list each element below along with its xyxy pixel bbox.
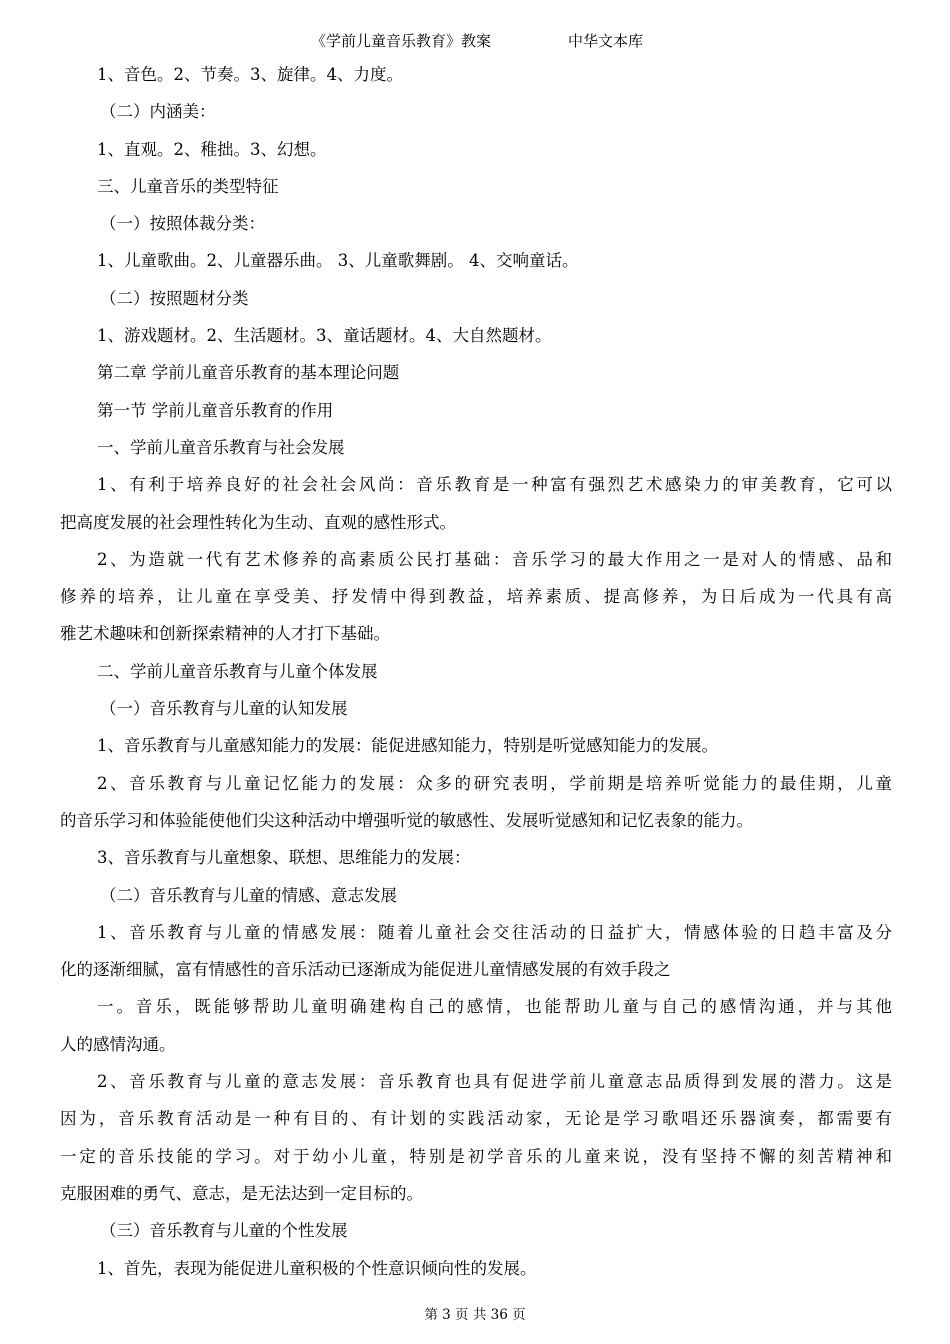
text-line: 2、音乐教育与儿童的意志发展：音乐教育也具有促进学前儿童意志品质得到发展的潜力。这是 (97, 1072, 892, 1092)
text-line: （一）音乐教育与儿童的认知发展 (100, 699, 348, 719)
text-line: 第一节 学前儿童音乐教育的作用 (97, 400, 334, 420)
document-body (60, 56, 892, 1287)
text-line: 第二章 学前儿童音乐教育的基本理论问题 (97, 363, 400, 383)
text-line: 1、首先，表现为能促进儿童积极的个性意识倾向性的发展。 (97, 1258, 537, 1278)
text-line: 的音乐学习和体验能使他们尖这种活动中增强听觉的敏感性、发展听觉感知和记忆表象的能力。 (60, 810, 753, 830)
text-line: 人的感情沟通。 (60, 1034, 176, 1054)
text-line: 1、音色。2、节奏。3、旋律。4、力度。 (97, 65, 403, 84)
page-number: 第 3 页 共 36 页 (424, 1307, 526, 1323)
text-line: 三、儿童音乐的类型特征 (97, 176, 279, 196)
text-line: 1、游戏题材。2、生活题材。3、童话题材。4、大自然题材。 (97, 326, 552, 346)
text-line: 二、学前儿童音乐教育与儿童个体发展 (97, 661, 378, 681)
text-line: 修养的培养，让儿童在享受美、抒发情中得到教益，培养素质、提高修养，为日后成为一代具有高 (60, 587, 892, 607)
page-header (0, 30, 950, 52)
text-line: 一、学前儿童音乐教育与社会发展 (97, 437, 345, 457)
text-line: （二）内涵美： (100, 102, 216, 122)
text-line: 1、直观。2、稚拙。3、幻想。 (97, 139, 327, 159)
text-line: （三）音乐教育与儿童的个性发展 (100, 1221, 348, 1241)
text-line: 3、音乐教育与儿童想象、联想、思维能力的发展： (97, 848, 471, 868)
text-line: 化的逐渐细腻，富有情感性的音乐活动已逐渐成为能促进儿童情感发展的有效手段之 (60, 960, 671, 980)
text-line: 2、为造就一代有艺术修养的高素质公民打基础：音乐学习的最大作用之一是对人的情感、品和 (97, 549, 892, 569)
text-line: 1、音乐教育与儿童感知能力的发展：能促进感知能力，特别是听觉感知能力的发展。 (97, 736, 718, 756)
text-line: 一。音乐，既能够帮助儿童明确建构自己的感情，也能帮助儿童与自己的感情沟通，并与其他 (97, 997, 892, 1017)
text-line: （二）按照题材分类 (100, 288, 249, 308)
text-line: 因为，音乐教育活动是一种有目的、有计划的实践活动家，无论是学习歌唱还乐器演奏，都需要有 (60, 1109, 892, 1129)
text-line: 1、有利于培养良好的社会社会风尚：音乐教育是一种富有强烈艺术感染力的审美教育，它可以 (97, 475, 892, 495)
text-line: 2、音乐教育与儿童记忆能力的发展：众多的研究表明，学前期是培养听觉能力的最佳期，儿童 (97, 773, 892, 793)
text-line: （一）按照体裁分类： (100, 214, 265, 234)
text-line: 雅艺术趣味和创新探索精神的人才打下基础。 (60, 624, 390, 644)
document-title: 《学前儿童音乐教育》教案 (311, 32, 492, 50)
text-line: （二）音乐教育与儿童的情感、意志发展 (100, 885, 397, 905)
text-line: 把高度发展的社会理性转化为生动、直观的感性形式。 (60, 512, 456, 532)
text-line: 1、音乐教育与儿童的情感发展：随着儿童社会交往活动的日益扩大，情感体验的日趋丰富及分 (97, 922, 892, 942)
text-line: 1、儿童歌曲。2、儿童器乐曲。 3、儿童歌舞剧。 4、交响童话。 (97, 251, 579, 271)
site-name: 中华文本库 (568, 32, 644, 50)
page-footer (0, 1303, 950, 1323)
text-line: 一定的音乐技能的学习。对于幼小儿童，特别是初学音乐的儿童来说，没有坚持不懈的刻苦精神和 (60, 1146, 892, 1166)
text-line: 克服困难的勇气、意志，是无法达到一定目标的。 (60, 1183, 423, 1203)
